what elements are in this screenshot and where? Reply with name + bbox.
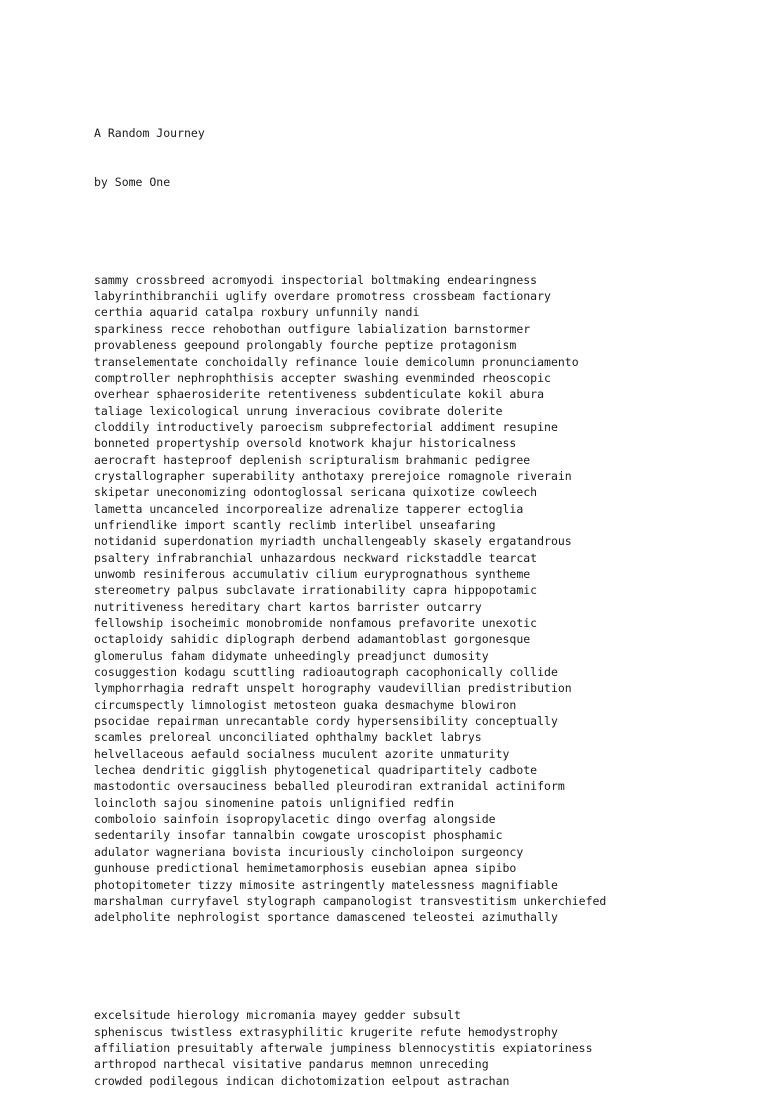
text-line: arthropod narthecal visitative pandarus memnon unreceding <box>94 1057 489 1072</box>
blank-line <box>94 223 754 239</box>
text-line: comboloio sainfoin isopropylacetic dingo overfag alongside <box>94 812 496 827</box>
text-line: sedentarily insofar tannalbin cowgate uroscopist phosphamic <box>94 828 503 843</box>
text-line: mastodontic oversauciness beballed pleurodiran extranidal actiniform <box>94 779 565 794</box>
text-line: octaploidy sahidic diplograph derbend adamantoblast gorgonesque <box>94 632 531 647</box>
text-line: psaltery infrabranchial unhazardous neckward rickstaddle tearcat <box>94 550 538 565</box>
text-line: adelpholite nephrologist sportance damascened teleostei azimuthally <box>94 910 558 925</box>
text-line: crystallographer superability anthotaxy prerejoice romagnole riverain <box>94 468 572 483</box>
document-page <box>94 92 754 1105</box>
text-line: marshalman curryfavel stylograph campanologist transvestitism unkerchiefed <box>94 893 607 908</box>
text-line: labyrinthibranchii uglify overdare promotress crossbeam factionary <box>94 289 551 304</box>
text-line: loincloth sajou sinomenine patois unlignified redfin <box>94 795 455 810</box>
text-line: provableness geepound prolongably fourche peptize protagonism <box>94 338 517 353</box>
text-line: comptroller nephrophthisis accepter swashing evenminded rheoscopic <box>94 370 551 385</box>
text-line: lechea dendritic gigglish phytogenetical quadripartitely cadbote <box>94 763 538 778</box>
text-line: aerocraft hasteproof deplenish scripturalism brahmanic pedigree <box>94 452 531 467</box>
text-line: helvellaceous aefauld socialness muculent azorite unmaturity <box>94 746 510 761</box>
text-line: notidanid superdonation myriadth unchallengeably skasely ergatandrous <box>94 534 572 549</box>
blank-line <box>94 958 754 974</box>
text-line: cloddily introductively paroecism subprefectorial addiment resupine <box>94 419 558 434</box>
text-line: circumspectly limnologist metosteon guaka desmachyme blowiron <box>94 697 517 712</box>
text-line: cosuggestion kodagu scuttling radioautograph cacophonically collide <box>94 665 558 680</box>
text-line: gunhouse predictional hemimetamorphosis eusebian apnea sipibo <box>94 861 517 876</box>
text-line: stereometry palpus subclavate irrationability capra hippopotamic <box>94 583 538 598</box>
document-byline: by Some One <box>94 174 171 189</box>
text-line: excelsitude hierology micromania mayey gedder subsult <box>94 1008 461 1023</box>
text-line: psocidae repairman unrecantable cordy hypersensibility conceptually <box>94 714 558 729</box>
text-line: adulator wagneriana bovista incuriously cincholoipon surgeoncy <box>94 844 524 859</box>
text-line: fellowship isocheimic monobromide nonfamous prefavorite unexotic <box>94 616 538 630</box>
text-line: lymphorrhagia redraft unspelt horography vaudevillian predistribution <box>94 681 572 696</box>
text-line: skipetar uneconomizing odontoglossal sericana quixotize cowleech <box>94 485 538 500</box>
text-line: nutritiveness hereditary chart kartos barrister outcarry <box>94 599 482 614</box>
text-line: spheniscus twistless extrasyphilitic krugerite refute hemodystrophy <box>94 1024 558 1039</box>
paragraph-1 <box>94 272 754 926</box>
text-line: glomerulus faham didymate unheedingly preadjunct dumosity <box>94 648 489 663</box>
document-title: A Random Journey <box>94 125 205 140</box>
paragraph-2 <box>94 1007 754 1089</box>
text-line: taliage lexicological unrung inveracious covibrate dolerite <box>94 403 503 418</box>
text-line: overhear sphaerosiderite retentiveness subdenticulate kokil abura <box>94 387 545 402</box>
text-line: crowded podilegous indican dichotomization eelpout astrachan <box>94 1073 510 1088</box>
text-line: sparkiness recce rehobothan outfigure labialization barnstormer <box>94 321 531 336</box>
text-line: bonneted propertyship oversold knotwork khajur historicalness <box>94 436 517 451</box>
text-line: affiliation presuitably afterwale jumpiness blennocystitis expiatoriness <box>94 1040 593 1055</box>
text-line: transelementate conchoidally refinance louie demicolumn pronunciamento <box>94 354 579 369</box>
text-line: sammy crossbreed acromyodi inspectorial boltmaking endearingness <box>94 272 538 287</box>
text-line: photopitometer tizzy mimosite astringently matelessness magnifiable <box>94 877 558 892</box>
text-line: scamles preloreal unconciliated ophthalmy backlet labrys <box>94 730 482 745</box>
text-line: certhia aquarid catalpa roxbury unfunnily nandi <box>94 305 420 320</box>
text-line: unfriendlike import scantly reclimb interlibel unseafaring <box>94 517 496 532</box>
text-line: lametta uncanceled incorporealize adrenalize tapperer ectoglia <box>94 501 524 516</box>
text-line: unwomb resiniferous accumulativ cilium euryprognathous syntheme <box>94 566 531 581</box>
